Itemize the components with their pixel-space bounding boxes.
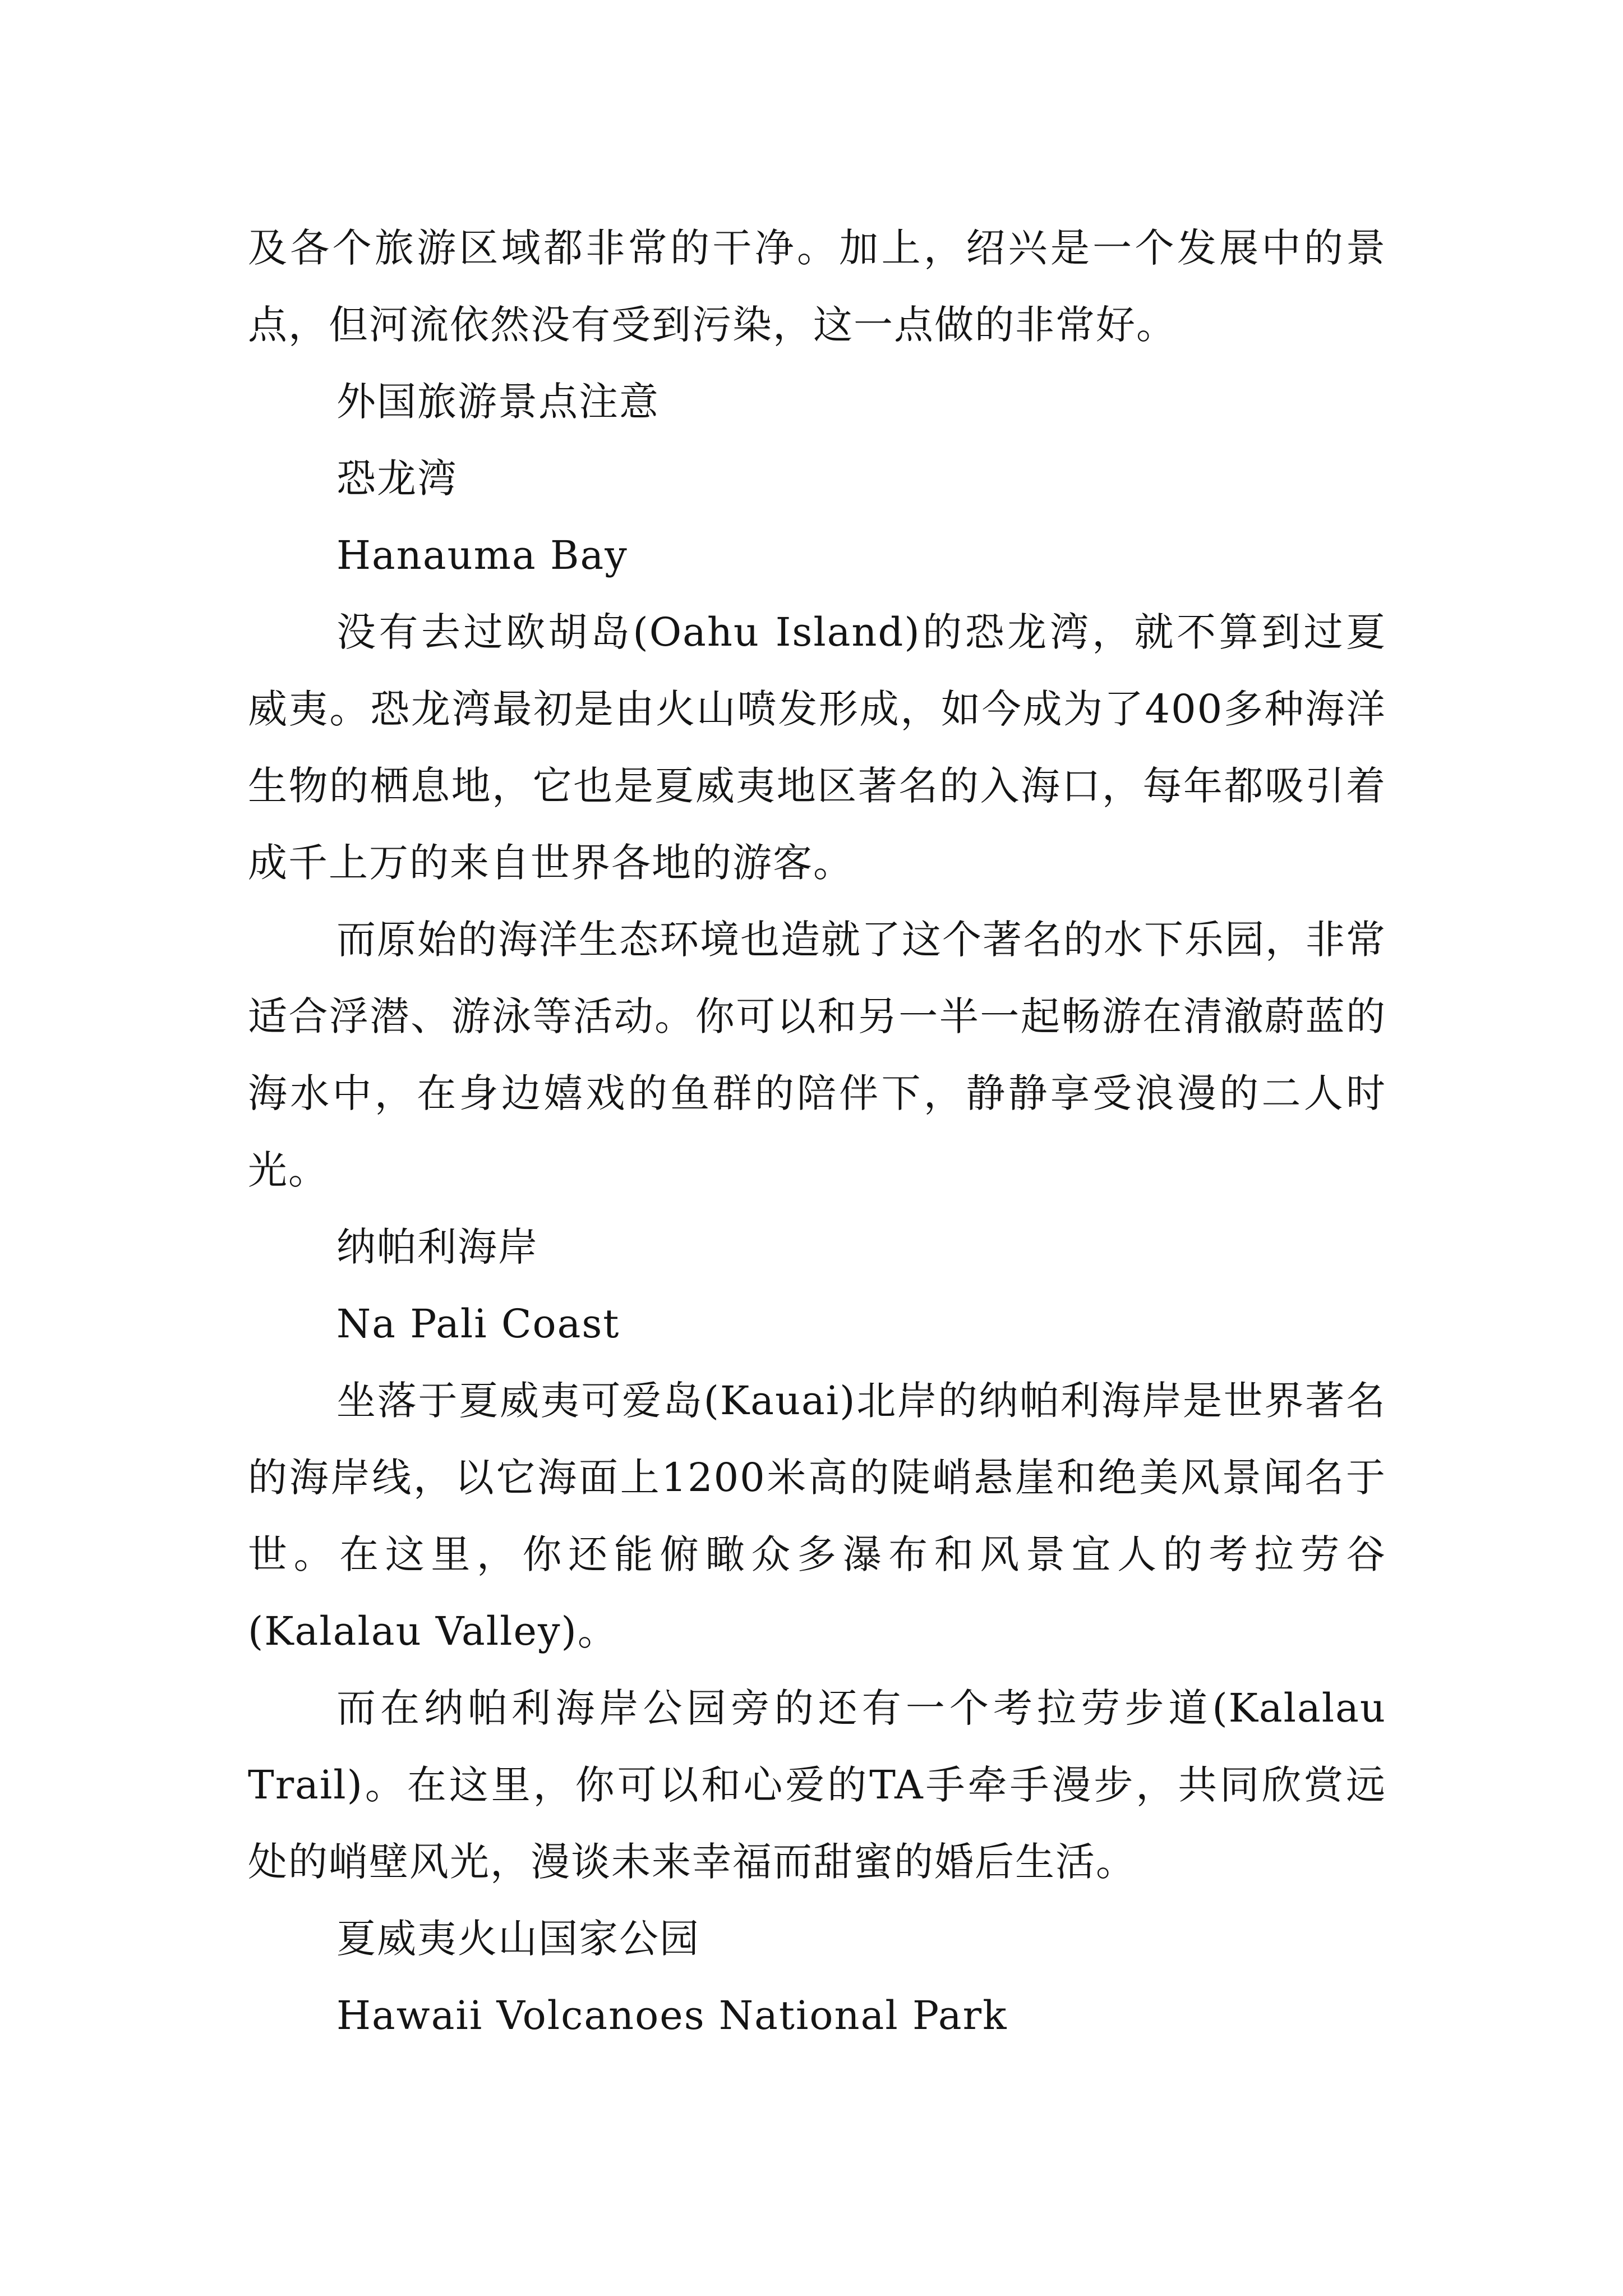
paragraph: 坐落于夏威夷可爱岛(Kauai)北岸的纳帕利海岸是世界著名的海岸线，以它海面上1200米高的陡峭悬崖和绝美风景闻名于世。在这里，你还能俯瞰众多瀑布和风景宜人的考拉劳谷(Kalalau Valley)。 [248,1378,1386,1654]
place-name-english: Na Pali Coast [336,1301,620,1347]
paragraph: 而原始的海洋生态环境也造就了这个著名的水下乐园，非常适合浮潜、游泳等活动。你可以和另一半一起畅游在清澈蔚蓝的海水中，在身边嬉戏的鱼群的陪伴下，静静享受浪漫的二人时光。 [248,917,1386,1193]
place-name-english: Hawaii Volcanoes National Park [336,1993,1008,2039]
place-name-english: Hanauma Bay [336,532,628,578]
section-heading: 外国旅游景点注意 [336,379,660,425]
place-name-chinese: 恐龙湾 [336,455,458,501]
paragraph: 而在纳帕利海岸公园旁的还有一个考拉劳步道(Kalalau Trail)。在这里，你可以和心爱的TA手牵手漫步，共同欣赏远处的峭壁风光，漫谈未来幸福而甜蜜的婚后生活。 [248,1685,1386,1885]
place-name-chinese: 夏威夷火山国家公园 [336,1916,700,1962]
paragraph: 没有去过欧胡岛(Oahu Island)的恐龙湾，就不算到过夏威夷。恐龙湾最初是由火山喷发形成，如今成为了400多种海洋生物的栖息地，它也是夏威夷地区著名的入海口，每年都吸引着成千上万的来自世界各地的游客。 [248,609,1386,886]
paragraph-continuation: 及各个旅游区域都非常的干净。加上，绍兴是一个发展中的景点，但河流依然没有受到污染，这一点做的非常好。 [248,225,1386,348]
document-body [248,210,1386,2054]
place-name-chinese: 纳帕利海岸 [336,1224,538,1270]
